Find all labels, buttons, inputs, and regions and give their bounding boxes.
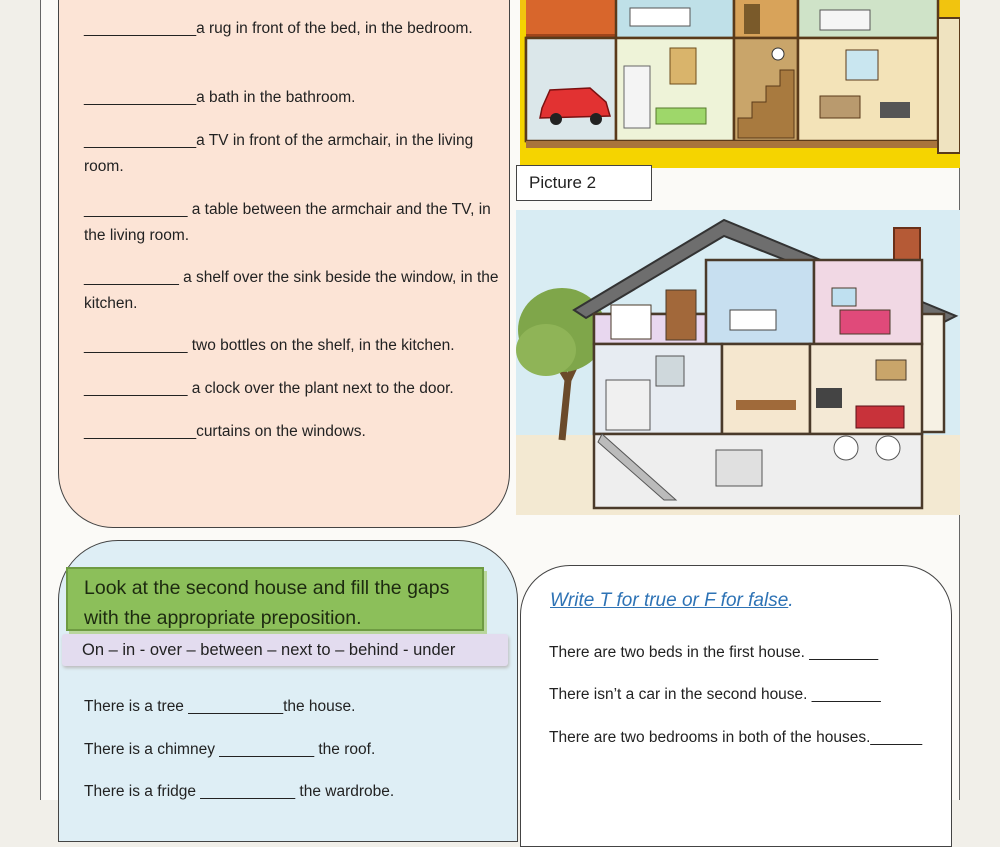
picture-2-label: Picture 2 <box>516 165 652 201</box>
section-b-line-1: There is a tree ___________the house. <box>84 698 356 715</box>
section-c-line-1: There are two beds in the first house. ________ <box>549 644 879 661</box>
section-a-line-7: ____________ a clock over the plant next to the door. <box>84 380 454 397</box>
section-a-line-5: ___________ a shelf over the sink beside the window, in the kitchen. <box>84 269 499 312</box>
section-a-line-2: _____________a bath in the bathroom. <box>84 89 356 106</box>
section-a-line-8: _____________curtains on the windows. <box>84 423 366 440</box>
true-false-title-period: . <box>788 590 794 611</box>
section-a-line-1: _____________a rug in front of the bed, in the bedroom. <box>84 20 473 37</box>
instruction-box <box>66 567 484 631</box>
true-false-title <box>550 590 794 612</box>
preposition-word-bank: On – in - over – between – next to – behind - under <box>62 634 508 666</box>
instruction-text: Look at the second house and fill the gaps with the appropriate preposition. <box>84 577 450 629</box>
section-a-line-6: ____________ two bottles on the shelf, in the kitchen. <box>84 337 455 354</box>
section-c-line-3: There are two bedrooms in both of the houses.______ <box>549 729 923 746</box>
house-picture-1 <box>520 0 960 168</box>
section-a-line-3: _____________a TV in front of the armchair, in the living room. <box>84 132 474 175</box>
section-b-line-2: There is a chimney ___________ the roof. <box>84 741 376 758</box>
section-a-card <box>58 0 510 528</box>
true-false-title-underlined: Write T for true or F for false <box>550 590 789 611</box>
section-a-line-4: ____________ a table between the armchair and the TV, in the living room. <box>84 201 491 244</box>
house-picture-2 <box>516 210 960 515</box>
section-b-line-3: There is a fridge ___________ the wardrobe. <box>84 783 395 800</box>
section-c-line-2: There isn’t a car in the second house. ________ <box>549 686 881 703</box>
